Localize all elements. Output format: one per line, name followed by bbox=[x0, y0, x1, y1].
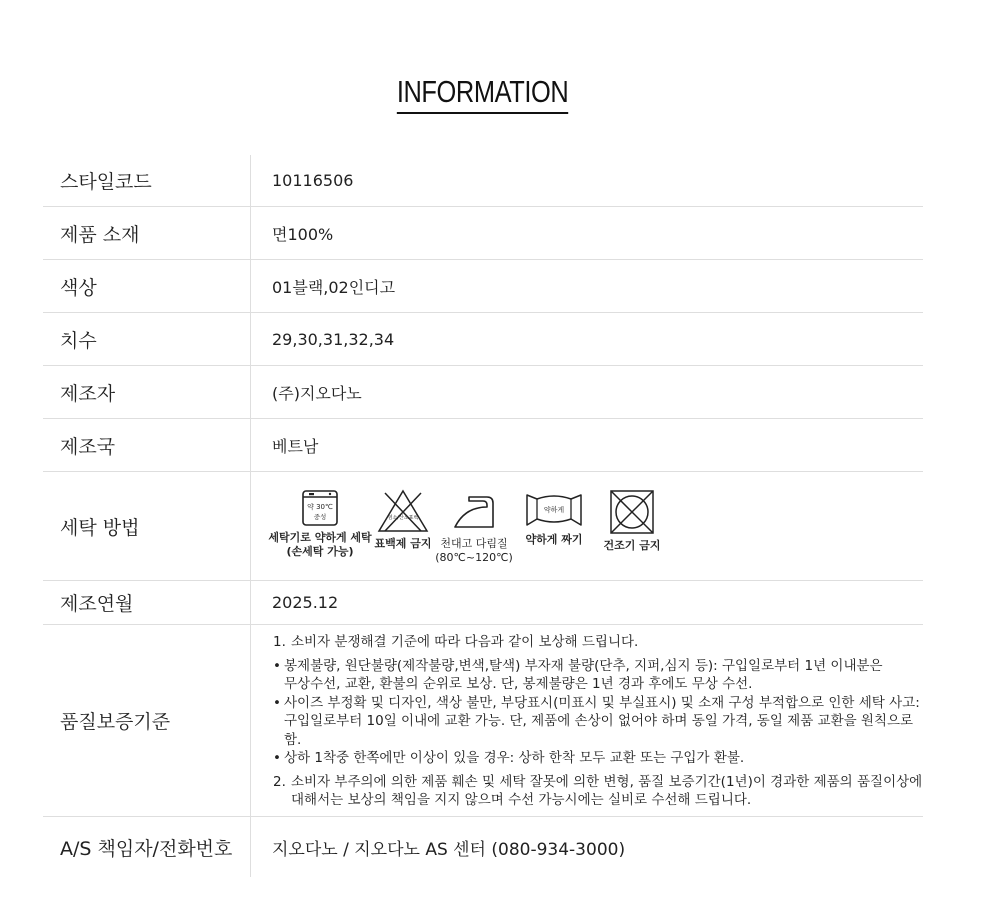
care-caption-line: 천대고 다림질 bbox=[440, 537, 508, 550]
table-row-country bbox=[43, 419, 923, 472]
item-number: 2. bbox=[273, 773, 286, 790]
row-label: 제조국 bbox=[43, 419, 251, 471]
bullet-text-cont: 구입일로부터 10일 이내에 교환 가능. 단, 제품에 손상이 없어야 하며 동일 가격, 동일 제품 교환을 원칙으로 함. bbox=[284, 713, 914, 748]
row-value: 29,30,31,32,34 bbox=[272, 329, 395, 349]
hand-wash-temp-text: 약 30℃ bbox=[307, 503, 333, 511]
warranty-bullet bbox=[273, 749, 923, 768]
washing-icons bbox=[251, 472, 923, 580]
row-value: 2025.12 bbox=[272, 593, 339, 612]
table-row-color bbox=[43, 260, 923, 313]
page-title bbox=[0, 72, 966, 114]
row-label: A/S 책임자/전화번호 bbox=[43, 817, 251, 877]
no-bleach-icon bbox=[377, 489, 429, 533]
table-row-as bbox=[43, 817, 923, 877]
bullet-text: 봉제불량, 원단불량(제작불량,변색,탈색) 부자재 불량(단추, 지퍼,심지 등): 구입일로부터 1년 이내분은 bbox=[284, 657, 883, 674]
warranty-bullet bbox=[273, 694, 923, 713]
page-title-text: INFORMATION bbox=[397, 72, 569, 114]
care-caption-line: (80℃~120℃) bbox=[435, 551, 513, 564]
care-caption-line: 약하게 짜기 bbox=[525, 533, 583, 546]
warranty-content bbox=[251, 625, 923, 816]
care-item-no-bleach bbox=[371, 489, 435, 551]
care-caption bbox=[375, 537, 432, 551]
care-caption-line: (손세탁 가능) bbox=[286, 545, 354, 558]
row-label: 제조연월 bbox=[43, 581, 251, 624]
care-symbols bbox=[269, 489, 669, 565]
row-label: 세탁 방법 bbox=[43, 472, 251, 580]
info-table bbox=[43, 155, 923, 877]
bullet-text: 사이즈 부정확 및 디자인, 색상 불만, 부당표시(미표시 및 부실표시) 및 소재 구성 부적합으로 인한 세탁 사고: bbox=[284, 694, 920, 711]
row-value: 면100% bbox=[272, 224, 334, 244]
item-text: 소비자 분쟁해결 기준에 따라 다음과 같이 보상해 드립니다. bbox=[291, 634, 639, 651]
gentle-wring-icon bbox=[523, 489, 585, 529]
item-number: 1. bbox=[273, 634, 286, 651]
row-value: 10116506 bbox=[272, 171, 354, 190]
bullet-text: 상하 1착중 한쪽에만 이상이 있을 경우: 상하 한착 모두 교환 또는 구입가 환불. bbox=[284, 750, 745, 767]
row-value: (주)지오다노 bbox=[272, 383, 362, 403]
row-label: 스타일코드 bbox=[43, 155, 251, 206]
warranty-item bbox=[273, 633, 923, 652]
row-value: 지오다노 / 지오다노 AS 센터 (080-934-3000) bbox=[272, 839, 626, 860]
gentle-wring-text: 약하게 bbox=[543, 506, 565, 514]
bullet-dot: • bbox=[273, 657, 281, 674]
care-caption bbox=[268, 531, 371, 559]
table-row-maker bbox=[43, 366, 923, 419]
table-row-warranty bbox=[43, 625, 923, 817]
row-label: 제품 소재 bbox=[43, 207, 251, 259]
care-caption-line: 세탁기로 약하게 세탁 bbox=[268, 531, 372, 544]
care-caption bbox=[526, 533, 583, 547]
warranty-bullet bbox=[273, 657, 923, 676]
row-label: 색상 bbox=[43, 260, 251, 312]
care-item-gentle-wring bbox=[513, 489, 595, 547]
row-label: 치수 bbox=[43, 313, 251, 365]
hand-wash-neutral-text: 중성 bbox=[313, 513, 327, 521]
item-text: 소비자 부주의에 의한 제품 훼손 및 세탁 잘못에 의한 변형, 품질 보증기간(1년)이 경과한 제품의 품질이상에 bbox=[291, 773, 923, 790]
care-item-no-tumble-dry bbox=[595, 489, 669, 553]
iron-icon bbox=[451, 489, 497, 533]
bullet-dot: • bbox=[273, 750, 281, 767]
care-caption bbox=[604, 539, 661, 553]
table-row-style-code bbox=[43, 155, 923, 207]
care-caption bbox=[435, 537, 513, 565]
row-value: 베트남 bbox=[272, 436, 319, 456]
row-label: 품질보증기준 bbox=[43, 625, 251, 816]
bullet-dot: • bbox=[273, 694, 281, 711]
no-tumble-dry-icon bbox=[609, 489, 655, 535]
table-row-washing bbox=[43, 472, 923, 581]
care-item-hand-wash bbox=[269, 489, 371, 559]
care-caption-line: 표백제 금지 bbox=[374, 537, 432, 550]
item-text-cont: 대해서는 보상의 책임을 지지 않으며 수선 가능시에는 실비로 수선해 드립니다. bbox=[291, 792, 752, 809]
row-label: 제조자 bbox=[43, 366, 251, 418]
warranty-text bbox=[273, 631, 923, 810]
hand-wash-30c-icon bbox=[301, 489, 339, 527]
bullet-text-cont: 무상수선, 교환, 환불의 순위로 보상. 단, 봉제불량은 1년 경과 후에도 무상 수선. bbox=[284, 676, 753, 693]
care-item-iron bbox=[435, 489, 513, 565]
warranty-item bbox=[273, 773, 923, 792]
no-bleach-text: 염소/산소표백 bbox=[387, 515, 419, 521]
table-row-material bbox=[43, 207, 923, 260]
table-row-date bbox=[43, 581, 923, 625]
care-caption-line: 건조기 금지 bbox=[603, 539, 661, 552]
table-row-size bbox=[43, 313, 923, 366]
row-value: 01블랙,02인디고 bbox=[272, 277, 396, 297]
